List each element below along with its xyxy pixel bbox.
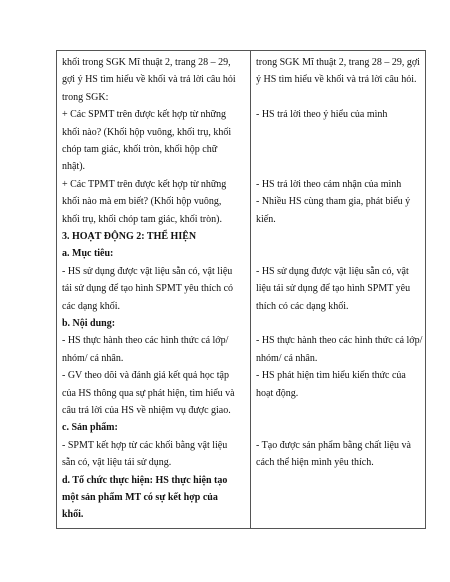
- right-text-line: - HS trả lời theo cảm nhận của mình: [256, 178, 402, 190]
- left-text-line: khối nào? (Khối hộp vuông, khối trụ, khối: [62, 126, 232, 138]
- right-text-line: - HS trả lời theo ý hiểu của mình: [256, 109, 388, 121]
- right-text-line: thích có các dạng khối.: [256, 300, 349, 312]
- left-text-line: nhật).: [62, 161, 86, 173]
- left-text-line: nhóm/ cá nhân.: [62, 352, 124, 364]
- left-text-line: tái sử dụng để tạo hình SPMT yêu thích có: [62, 283, 234, 295]
- right-text-line: liệu tái sử dụng để tạo hình SPMT yêu: [256, 283, 411, 295]
- right-text-line: ý HS tìm hiểu về khối và trả lời câu hỏi.: [256, 74, 417, 86]
- left-text-line: - HS sử dụng được vật liệu sẵn có, vật liệu: [62, 265, 233, 277]
- left-text-line: khối trụ, khối chóp tam giác, khối tròn).: [62, 213, 222, 225]
- left-text-line: b. Nội dung:: [62, 318, 116, 329]
- left-text-line: - SPMT kết hợp từ các khối bằng vật liệu: [62, 439, 228, 451]
- left-text-line: khối trong SGK Mĩ thuật 2, trang 28 – 29,: [62, 57, 231, 68]
- left-text-line: gợi ý HS tìm hiểu về khối và trả lời câu hỏi: [62, 74, 236, 86]
- left-text-line: khối nào mà em biết? (Khối hộp vuông,: [62, 196, 222, 208]
- right-text-line: - HS thực hành theo các hình thức cả lớp/: [256, 335, 423, 347]
- left-text-line: chóp tam giác, khối tròn, khối hộp chữ: [62, 144, 218, 155]
- left-text-line: trong SGK:: [62, 91, 109, 103]
- left-text-line: - GV theo dõi và đánh giá kết quả học tập: [62, 370, 229, 382]
- left-text-line: một sản phẩm MT có sự kết hợp của: [62, 492, 218, 503]
- right-text-line: hoạt động.: [256, 387, 299, 399]
- right-text-line: trong SGK Mĩ thuật 2, trang 28 – 29, gợi: [256, 57, 420, 68]
- right-text-line: - HS phát hiện tìm hiểu kiến thức của: [256, 370, 406, 382]
- left-text-line: câu trả lời của HS về nhiệm vụ được giao.: [62, 405, 231, 416]
- left-text-line: các dạng khối.: [62, 300, 121, 312]
- lesson-table: [56, 50, 426, 529]
- right-text-line: nhóm/ cá nhân.: [256, 352, 318, 364]
- left-text-line: - HS thực hành theo các hình thức cá lớp/: [62, 335, 229, 347]
- left-text-line: c. Sản phẩm:: [62, 422, 118, 434]
- left-text-line: + Các SPMT trên được kết hợp từ những: [62, 109, 226, 121]
- left-text-line: + Các TPMT trên được kết hợp từ những: [62, 178, 227, 190]
- left-text-line: d. Tổ chức thực hiện: HS thực hiện tạo: [62, 474, 228, 486]
- left-text-line: sẵn có, vật liệu tái sử dụng.: [62, 457, 172, 469]
- left-text-line: khối.: [62, 509, 84, 521]
- left-text-line: của HS thông qua sự phát hiện, tìm hiểu và: [62, 387, 235, 399]
- right-text-line: - HS sử dụng được vật liệu sẵn có, vật: [256, 265, 409, 277]
- left-text-line: a. Mục tiêu:: [62, 248, 114, 260]
- left-text-line: 3. HOẠT ĐỘNG 2: THỂ HIỆN: [62, 231, 197, 242]
- right-text-line: cách thể hiện mình yêu thích.: [256, 457, 374, 469]
- right-text-line: kiến.: [256, 213, 276, 225]
- column-divider: [250, 51, 251, 528]
- right-text-line: - Nhiều HS cùng tham gia, phát biểu ý: [256, 196, 411, 208]
- right-text-line: - Tạo được sản phẩm bằng chất liệu và: [256, 439, 411, 451]
